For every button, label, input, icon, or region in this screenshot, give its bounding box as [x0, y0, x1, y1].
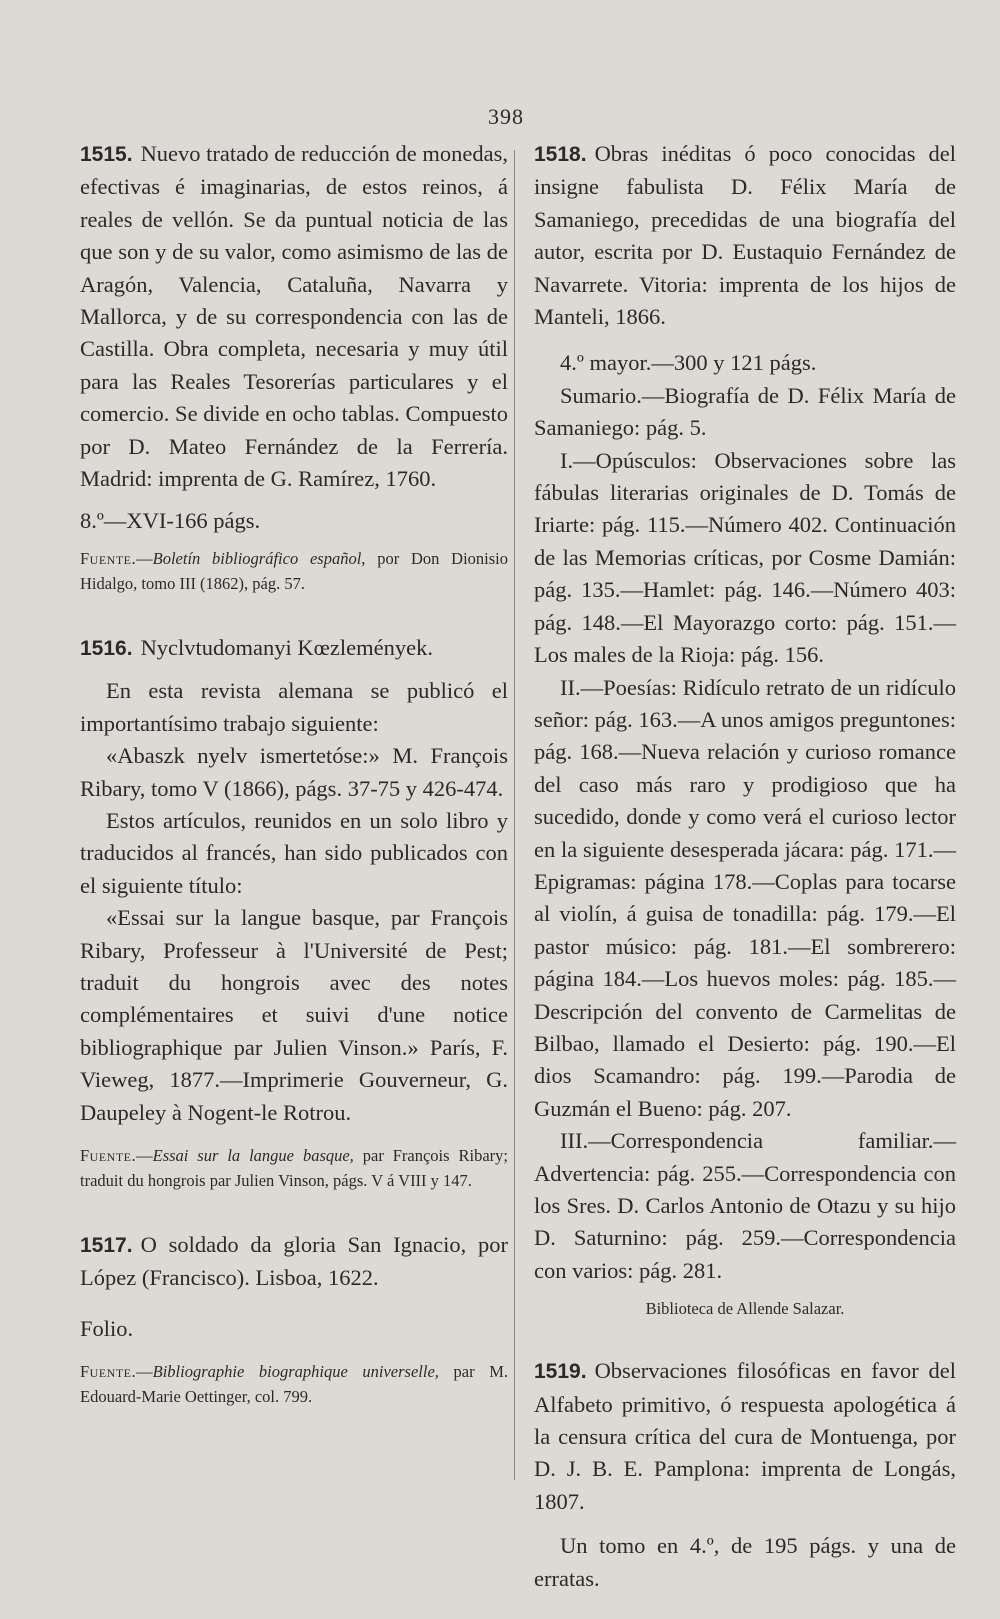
entry-paragraph: III.—Correspondencia familiar.—Advertencia: pág. 255.—Correspondencia con los Sres. D. Carlos Antonio de Otazu y su hijo D. Saturnino: pág. 259.—Correspondencia con varios: pág. 281.: [534, 1128, 956, 1283]
entry-credit: Biblioteca de Allende Salazar.: [645, 1299, 845, 1319]
source-rest: por Don Dionisio Hidalgo, tomo III (1862), pág. 57.: [80, 548, 508, 593]
entry-number: 1517.: [80, 1233, 133, 1257]
entry-paragraph: II.—Poesías: Ridículo retrato de un ridículo señor: pág. 163.—A unos amigos preguntones: pág. 168.—Nueva relación y curioso romance del caso más raro y prodigioso que ha sucedido, donde y como verá el curioso lector en la siguiente desesperada jácara: pág. 171.—Epigramas: página 178.—Coplas para tocarse al violín, á guisa de tonadilla: pág. 179.—El pastor músico: pág. 181.—El sombrerero: página 184.—Los huevos moles: pág. 185.—Descripción del convento de Carmelitas de Bilbao, llamado el Desierto: pág. 190.—El dios Scamandro: pág. 199.—Parodia de Guzmán el Bueno: pág. 207.: [534, 674, 956, 1121]
source-dash: —: [136, 548, 153, 568]
source-rest: par François Ribary; traduit du hongrois par Julien Vinson, págs. V á VIII y 147.: [80, 1145, 508, 1190]
entry-number: 1518.: [534, 143, 587, 166]
entry-title: [80, 138, 508, 495]
entry-title: [80, 1229, 508, 1295]
entry-paragraph: «Abaszk nyelv ismertetóse:» M. François Ribary, tomo V (1866), págs. 37-75 y 426-474.: [80, 743, 508, 801]
page-number: 398: [488, 104, 524, 129]
entry-1519: [534, 1355, 956, 1595]
entry-1516: [80, 632, 508, 1193]
entry-1515: [80, 138, 508, 596]
entry-format: Folio.: [80, 1315, 134, 1341]
source-dash: —: [136, 1362, 153, 1382]
source-label: Fuente.: [80, 1362, 137, 1382]
right-column: [534, 138, 956, 1619]
source-work: Bibliographie biographique universelle,: [152, 1362, 439, 1382]
entry-summary: [534, 380, 956, 445]
entry-number: 1519.: [534, 1360, 587, 1384]
entry-text: Nyclvtudomanyi Kœzlemények.: [140, 634, 433, 660]
entry-text: Obras inéditas ó poco conocidas del insigne fabulista D. Félix María de Samaniego, precedidas de una biografía del autor, escrita por D. Eustaquio Fernández de Navarrete. Vitoria: imprenta de los hijos de Manteli, 1866.: [534, 141, 956, 330]
entry-format: 4.º mayor.—300 y 121 págs.: [560, 350, 817, 376]
entry-paragraph: Estos artículos, reunidos en un solo libro y traducidos al francés, han sido publicados con el siguiente título:: [80, 807, 508, 898]
entry-number: 1515.: [80, 143, 133, 166]
entry-format: 8.º—XVI-166 págs.: [80, 508, 261, 534]
source-rest: par M. Edouard-Marie Oettinger, col. 799.: [80, 1362, 508, 1407]
entry-source: [80, 1143, 508, 1193]
column-divider: [514, 150, 515, 1480]
entry-text: O soldado da gloria San Ignacio, por López (Francisco). Lisboa, 1622.: [80, 1231, 508, 1291]
entry-1517: [80, 1229, 508, 1409]
source-work: Essai sur la langue basque,: [152, 1145, 354, 1165]
source-label: Fuente.: [80, 548, 137, 568]
source-label: Fuente.: [80, 1145, 137, 1165]
entry-text: Observaciones filosóficas en favor del Alfabeto primitivo, ó respuesta apologética á la censura crítica del cura de Montuenga, por D. J. B. E. Pamplona: imprenta de Longás, 1807.: [534, 1358, 956, 1514]
entry-title: [534, 138, 956, 333]
entry-title: [80, 632, 508, 665]
entry-format: Un tomo en 4.º, de 195 págs. y una de erratas.: [534, 1533, 956, 1591]
entry-1518: [534, 138, 956, 1319]
summary-label: Sumario.: [560, 382, 642, 408]
entry-source: [80, 1359, 508, 1409]
source-work: Boletín bibliográfico español,: [152, 548, 366, 568]
entry-source: [80, 546, 508, 596]
entry-title: [534, 1355, 956, 1518]
left-column: [80, 138, 508, 1433]
entry-paragraph: «Essai sur la langue basque, par François Ribary, Professeur à l'Université de Pest; traduit du hongrois avec des notes complémentaires et suivi d'une notice bibliographique par Julien Vinson.» París, F. Vieweg, 1877.—Imprimerie Gouverneur, G. Daupeley à Nogent-le Rotrou.: [80, 905, 508, 1125]
entry-text: Nuevo tratado de reducción de monedas, efectivas é imaginarias, de estos reinos, á reales de vellón. Se da puntual noticia de las que son y de su valor, como asimismo de las de Aragón, Valencia, Cataluña, Navarra y Mallorca, y de su correspondencia con las de Castilla. Obra completa, necesaria y muy útil para las Reales Tesorerías particulares y el comercio. Se divide en ocho tablas. Compuesto por D. Mateo Fernández de la Ferrería. Madrid: imprenta de G. Ramírez, 1760.: [80, 141, 508, 492]
entry-number: 1516.: [80, 636, 133, 660]
entry-paragraph: I.—Opúsculos: Observaciones sobre las fábulas literarias originales de D. Tomás de Iriarte: pág. 115.—Número 402. Continuación de las Memorias críticas, por Cosme Damián: pág. 135.—Hamlet: pág. 146.—Número 403: pág. 148.—El Mayorazgo corto: pág. 151.—Los males de la Rioja: pág. 156.: [534, 447, 956, 668]
entry-paragraph: En esta revista alemana se publicó el importantísimo trabajo siguiente:: [80, 678, 508, 736]
source-dash: —: [136, 1145, 153, 1165]
summary-text: —Biografía de D. Félix María de Samaniego: pág. 5.: [534, 382, 956, 441]
